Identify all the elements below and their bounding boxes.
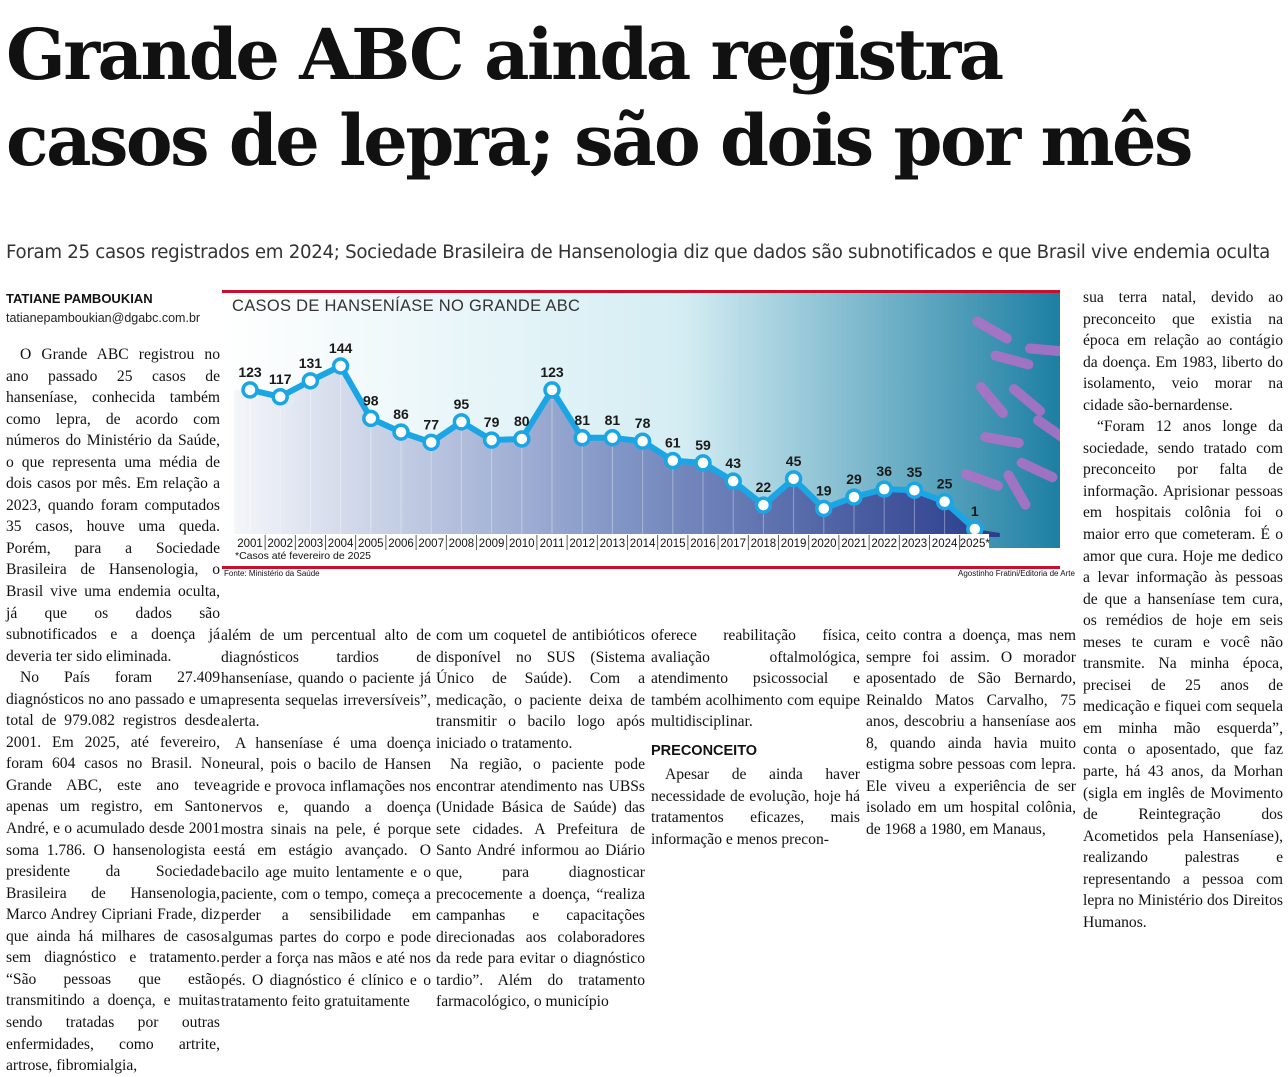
data-label: 95 [453,395,470,412]
data-point [545,383,559,397]
chart-title: CASOS DE HANSENÍASE NO GRANDE ABC [232,297,581,315]
section-heading: PRECONCEITO [651,742,758,759]
chart-top-rule [222,290,1060,293]
year-label: 2014 [629,538,656,550]
chart-source: Fonte: Ministério da Saúde [224,569,320,578]
article-column-2 [221,625,431,1013]
year-label: 2017 [720,538,746,550]
chart-bottom-rule [222,566,1060,569]
paragraph: A hanseníase é uma doença neural, pois o bacilo de Hansen agride e provoca inflamações nos nervos e, quando a doença mostra sinais na pele, é porque está em estágio avançado. O bacilo age muito lentamente e o paciente, com o tempo, começa a perder a sensibilidade em algumas partes do corpo e pode perder a força nas mãos e até nos pés. O diagnóstico é clínico e o tratamento feito gratuitamente [221,734,431,1011]
year-label: 2003 [297,538,324,550]
data-point [938,495,952,509]
year-label: 2019 [780,538,807,550]
data-label: 123 [540,363,564,380]
data-point [756,498,770,512]
data-point [454,415,468,429]
data-point [303,374,317,388]
year-label: 2011 [539,538,565,550]
data-point [696,456,710,470]
year-label: 2022 [871,538,897,550]
data-label: 78 [634,415,651,432]
data-label: 1 [970,503,979,519]
data-label: 123 [238,363,262,380]
data-label: 81 [574,411,590,428]
data-label: 61 [665,434,681,451]
data-point [575,431,589,445]
data-point [847,490,861,504]
year-label: 2002 [267,538,293,550]
subheadline: Foram 25 casos registrados em 2024; Sociedade Brasileira de Hansenologia diz que dados são subnotificados e que Brasil vive endemia oculta [6,242,1271,263]
paragraph: oferece reabilitação física, avaliação oftalmológica, atendimento psicossocial e também acolhimento com equipe multidisciplinar. [651,627,860,731]
article-column-1 [6,344,220,1077]
data-label: 117 [268,370,292,387]
data-point [787,472,801,486]
data-label: 98 [363,392,379,409]
year-label: 2006 [388,538,414,550]
paragraph: Apesar de ainda haver necessidade de evolução, hoje há tratamentos eficazes, mais informação e menos precon- [651,766,860,848]
data-point [636,434,650,448]
data-point [485,433,499,447]
paragraph: No País foram 27.409 diagnósticos no ano passado e um total de 979.082 registros desde 2001. Em 2025, até fevereiro, foram 604 casos no Brasil. No Grande ABC, este ano teve apenas um registro, em Santo André, e o acumulado desde 2001 soma 1.786. O hansenologista e presidente da Sociedade Brasileira de Hansenologia, Marco Andrey Cipriani Frade, diz que ainda há milhares de casos sem diagnóstico e tratamento. “São pessoas que estão transmitindo a doença, e muitas sendo tratadas por outras enfermidades, como artrite, artrose, fibromialgia, [6,669,220,1075]
paragraph: ceito contra a doença, mas nem sempre foi assim. O morador aposentado de São Bernardo, Reinaldo Matos Carvalho, 75 anos, descobriu a hanseníase aos 8, quando ainda havia muito estigma sobre pessoas com lepra. Ele viveu a experiência de ser isolado em um hospital colônia, de 1968 a 1980, em Manaus, [866,627,1076,838]
paragraph: com um coquetel de antibióticos disponível no SUS (Sistema Único de Saúde). Com a medicação, o paciente deixa de transmitir o bacilo logo após iniciado o tratamento. [436,627,645,752]
headline-line-1: Grande ABC ainda registra [6,13,1002,96]
data-point [394,425,408,439]
year-label: 2009 [478,538,505,550]
data-point [726,474,740,488]
data-point [243,383,257,397]
data-label: 79 [483,414,500,431]
year-label: 2008 [448,538,475,550]
data-point [334,359,348,373]
data-point [364,411,378,425]
headline [6,12,1282,184]
year-label: 2016 [690,538,716,550]
data-point [666,454,680,468]
year-label: 2013 [599,538,626,550]
data-label: 29 [846,471,862,488]
year-label: 2021 [841,538,867,550]
data-point [605,431,619,445]
paragraph: “Foram 12 anos longe da sociedade, sendo tratado com preconceito por falta de informação. Aprisionar pessoas em hospitais colônia foi o maior erro que cometeram. É o amor que cura. Hoje me dedico a levar informação às pessoas de que a hanseníase tem cura, os remédios de hoje em seis meses te curam e você não transmite. Na minha época, precisei de 25 anos de medicação e fiquei com sequela em minha mão esquerda”, conta o aposentado, que faz parte, há 43 anos, da Morhan (sigla em inglês de Movimento de Reintegração dos Acometidos pela Hanseníase), realizando palestras e representando a pessoa com lepra no Ministério dos Direitos Humanos. [1083,418,1283,931]
year-label: 2007 [418,538,444,550]
chart-credit: Agostinho Fratini/Editoria de Arte [958,569,1075,578]
year-label: 2015 [660,538,686,550]
data-point [273,390,287,404]
data-label: 35 [906,464,923,481]
year-label: 2010 [509,538,535,550]
year-label: 2024 [931,538,958,550]
data-label: 43 [725,455,741,472]
data-label: 19 [816,482,832,499]
chart-note: *Casos até fevereiro de 2025 [235,550,372,562]
data-label: 144 [328,340,353,356]
paragraph: sua terra natal, devido ao preconceito que existia na época em relação ao contágio da doença. Em 1983, liberto do isolamento, veio morar na cidade são-bernardense. [1083,289,1283,414]
data-point [907,483,921,497]
year-label: 2018 [750,538,777,550]
author-email[interactable]: tatianepamboukian@dgabc.com.br [6,311,201,325]
data-label: 25 [936,475,953,492]
year-label: 2025* [959,538,990,550]
author-name: TATIANE PAMBOUKIAN [6,291,153,306]
year-label: 2023 [901,538,928,550]
year-label: 2001 [237,538,263,550]
data-label: 77 [423,416,439,433]
data-label: 80 [514,412,530,429]
article-column-3 [436,625,645,1013]
year-label: 2012 [569,538,595,550]
paragraph: Na região, o paciente pode encontrar atendimento nas UBSs (Unidade Básica de Saúde) das sete cidades. A Prefeitura de Santo André informou ao Diário que, para diagnosticar precocemente a doença, “realiza campanhas e capacitações direcionadas aos colaboradores da rede para evitar o diagnóstico tardio”. Além do tratamento farmacológico, o município [436,756,645,1011]
paragraph: O Grande ABC registrou no ano passado 25 casos de hanseníase, conhecida também como lepra, de acordo com números do Ministério da Saúde, o que representa uma média de dois casos por mês. Em relação a 2023, quando foram computados 35 casos, houve uma queda. Porém, para a Sociedade Brasileira de Hansenologia, o Brasil vive uma endemia oculta, já que os dados são subnotificados e a doença já deveria ter sido eliminada. [6,346,220,665]
year-label: 2020 [811,538,837,550]
data-label: 59 [695,436,711,453]
data-point [968,522,982,536]
data-label: 81 [604,411,621,428]
data-point [515,432,529,446]
year-label: 2005 [358,538,384,550]
data-point [424,435,438,449]
article-column-5 [866,625,1076,840]
cases-chart [222,290,1060,580]
data-label: 86 [393,406,409,423]
headline-line-2: casos de lepra; são dois por mês [6,99,1191,182]
data-point [877,482,891,496]
data-label: 36 [876,463,892,480]
article-column-4 [651,625,860,850]
article-column-6 [1083,287,1283,933]
data-point [817,501,831,515]
year-label: 2004 [327,538,354,550]
paragraph: além de um percentual alto de diagnósticos tardios de hanseníase, quando o paciente já apresenta sequelas irreversíveis”, alerta. [221,627,431,731]
data-label: 22 [755,479,772,496]
data-label: 45 [785,452,802,469]
data-label: 131 [298,354,323,371]
